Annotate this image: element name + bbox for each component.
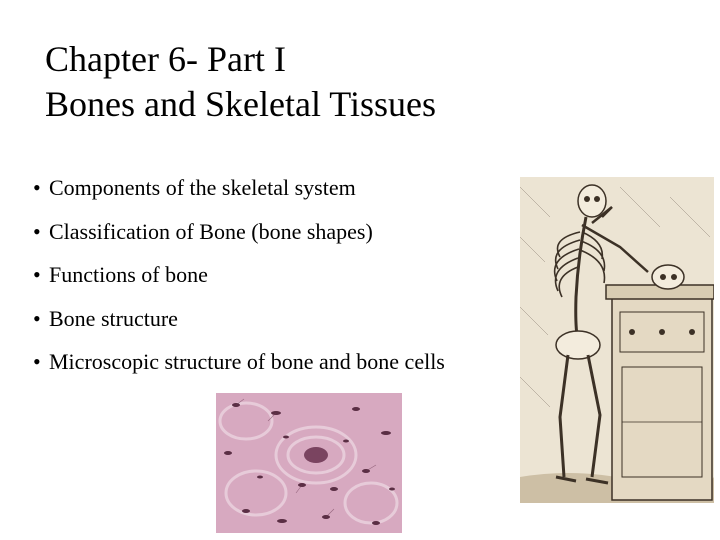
bullet-marker: • xyxy=(33,305,41,331)
bullet-marker: • xyxy=(33,262,41,287)
bullet-text: Bone structure xyxy=(49,305,178,331)
bone-tissue-micrograph-image xyxy=(216,393,402,533)
bullet-list xyxy=(33,175,633,393)
bullet-text: Functions of bone xyxy=(49,262,208,287)
bullet-item xyxy=(33,262,633,306)
bullet-marker: • xyxy=(33,175,41,200)
bullet-marker: • xyxy=(33,349,41,374)
title-line-1: Chapter 6- Part I xyxy=(45,39,286,79)
slide-title xyxy=(45,37,685,127)
bullet-text: Microscopic structure of bone and bone cells xyxy=(49,349,445,374)
bullet-item xyxy=(33,175,633,219)
bullet-item xyxy=(33,306,633,350)
bullet-marker: • xyxy=(33,218,41,244)
bullet-text: Classification of Bone (bone shapes) xyxy=(49,218,373,244)
title-line-2: Bones and Skeletal Tissues xyxy=(45,84,437,124)
bullet-text: Components of the skeletal system xyxy=(49,175,356,200)
bullet-item xyxy=(33,219,633,263)
bullet-item xyxy=(33,349,633,393)
